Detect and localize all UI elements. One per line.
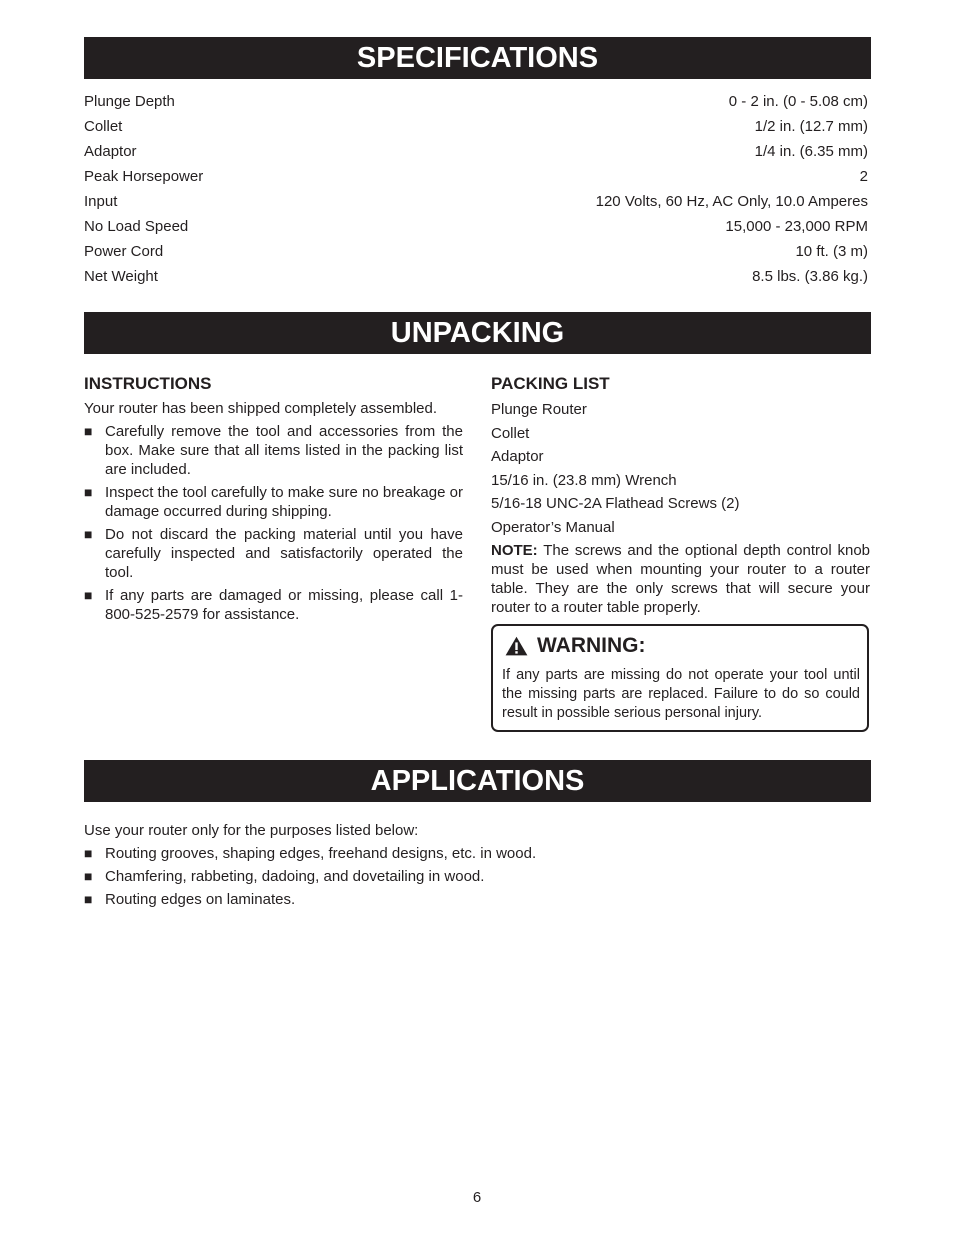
- spec-row: [84, 214, 868, 239]
- bullet-square-icon: ■: [84, 484, 93, 500]
- applications-column: [84, 821, 784, 909]
- bullet-square-icon: ■: [84, 587, 93, 603]
- list-item-text: If any parts are damaged or missing, please call 1-800-525-2579 for assistance.: [105, 587, 463, 623]
- note-text: The screws and the optional depth control knob must be used when mounting your router to a router table. They are the only screws that will secure your router to a router table properly.: [491, 542, 870, 616]
- list-item: [84, 422, 463, 479]
- spec-value: 120 Volts, 60 Hz, AC Only, 10.0 Amperes: [595, 193, 868, 210]
- warning-title: WARNING:: [537, 634, 646, 657]
- spec-label: Plunge Depth: [84, 93, 175, 110]
- spec-row: [84, 164, 868, 189]
- bullet-square-icon: ■: [84, 891, 93, 907]
- packing-list-item: Operator’s Manual: [491, 518, 615, 536]
- list-item-text: Carefully remove the tool and accessories from the box. Make sure that all items listed in the packing list are included.: [105, 423, 463, 478]
- instructions-column: [84, 399, 463, 624]
- list-item: [84, 890, 784, 909]
- packing-list-item: Plunge Router: [491, 401, 587, 418]
- spec-row: [84, 239, 868, 264]
- list-item-text: Inspect the tool carefully to make sure no breakage or damage occurred during shipping.: [105, 484, 463, 520]
- page-number: 6: [472, 1189, 482, 1206]
- unpacking-header: UNPACKING: [84, 312, 871, 354]
- spec-value: 8.5 lbs. (3.86 kg.): [752, 268, 868, 285]
- applications-intro: Use your router only for the purposes listed below:: [84, 822, 419, 839]
- spec-value: 15,000 - 23,000 RPM: [725, 218, 868, 235]
- list-item-text: Routing edges on laminates.: [105, 891, 296, 908]
- bullet-square-icon: ■: [84, 526, 93, 542]
- spec-row: [84, 264, 868, 289]
- spec-value: 0 - 2 in. (0 - 5.08 cm): [728, 93, 868, 110]
- bullet-square-icon: ■: [84, 845, 93, 861]
- spec-label: Peak Horsepower: [84, 168, 204, 185]
- spec-row: [84, 89, 868, 114]
- spec-value: 2: [859, 168, 868, 185]
- bullet-square-icon: ■: [84, 423, 93, 439]
- packing-list-heading: PACKING LIST: [491, 374, 610, 393]
- spec-label: Input: [84, 193, 118, 210]
- applications-header: APPLICATIONS: [84, 760, 871, 802]
- warning-triangle-icon: [505, 636, 528, 656]
- packing-note: [491, 541, 870, 617]
- list-item: [84, 844, 784, 863]
- spec-label: Adaptor: [84, 143, 137, 160]
- packing-list-item: Adaptor: [491, 448, 544, 465]
- spec-label: Power Cord: [84, 243, 164, 260]
- spec-value: 1/2 in. (12.7 mm): [754, 118, 868, 135]
- list-item: [84, 867, 784, 886]
- spec-label: Collet: [84, 118, 123, 135]
- packing-list-item: 15/16 in. (23.8 mm) Wrench: [491, 471, 677, 489]
- packing-list-column: [491, 398, 870, 617]
- list-item-text: Chamfering, rabbeting, dadoing, and dovetailing in wood.: [105, 868, 485, 885]
- spec-row: [84, 139, 868, 164]
- packing-list-item: 5/16-18 UNC-2A Flathead Screws (2): [491, 495, 740, 512]
- warning-title-row: [505, 634, 646, 658]
- instructions-heading: INSTRUCTIONS: [84, 374, 212, 393]
- warning-box: [491, 624, 869, 732]
- instructions-intro: Your router has been shipped completely assembled.: [84, 400, 437, 417]
- spec-value: 1/4 in. (6.35 mm): [754, 143, 868, 160]
- list-item: [84, 525, 463, 582]
- spec-value: 10 ft. (3 m): [795, 243, 868, 260]
- specifications-header: SPECIFICATIONS: [84, 37, 871, 79]
- list-item: [84, 586, 463, 624]
- bullet-square-icon: ■: [84, 868, 93, 884]
- spec-row: [84, 189, 868, 214]
- list-item: [84, 483, 463, 521]
- spec-label: No Load Speed: [84, 218, 189, 235]
- spec-row: [84, 114, 868, 139]
- specifications-table: [84, 89, 868, 289]
- spec-label: Net Weight: [84, 268, 158, 285]
- note-label: NOTE:: [491, 542, 538, 559]
- warning-text: If any parts are missing do not operate your tool until the missing parts are replaced. Failure to do so could result in possible serious personal injury.: [502, 667, 860, 721]
- list-item-text: Do not discard the packing material until you have carefully inspected and satisfactorily operated the tool.: [105, 526, 463, 581]
- list-item-text: Routing grooves, shaping edges, freehand designs, etc. in wood.: [105, 845, 537, 862]
- packing-list-item: Collet: [491, 424, 530, 442]
